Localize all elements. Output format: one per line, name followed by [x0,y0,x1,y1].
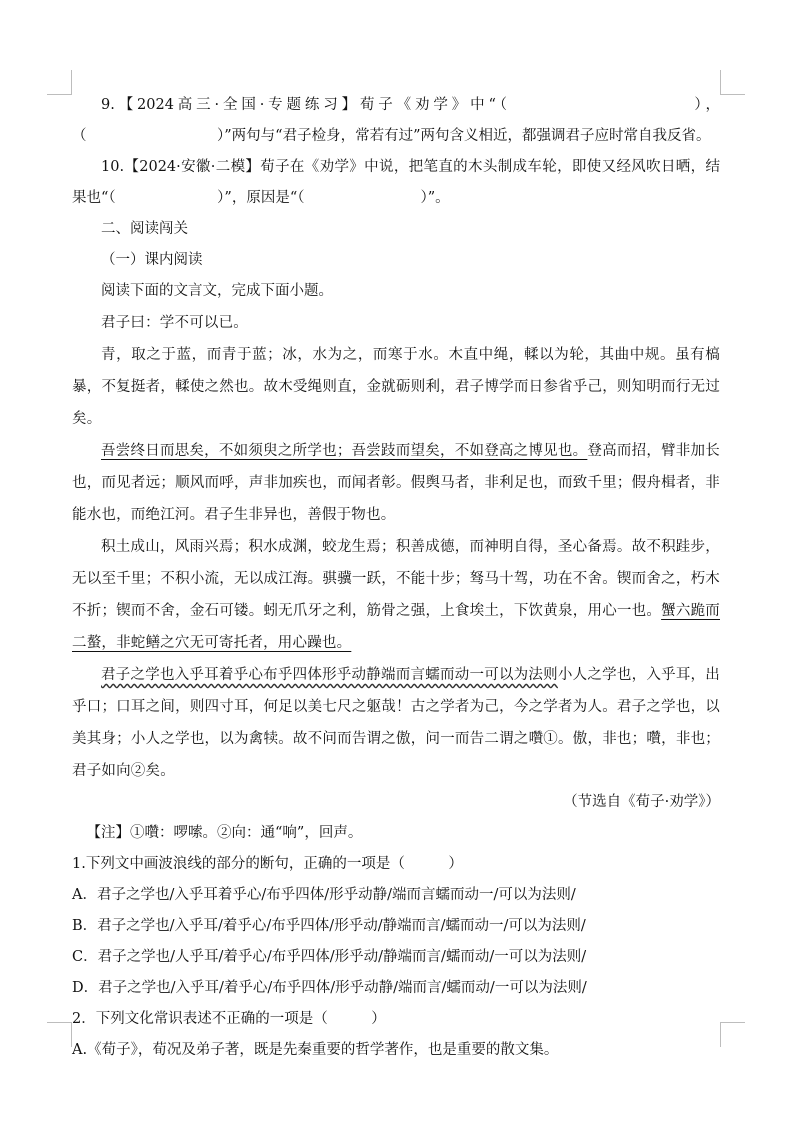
question-2-option-a: A.《荀子》，荀况及弟子著，既是先秦重要的哲学著作，也是重要的散文集。 [72,1042,559,1058]
reading-instruction: 阅读下面的文言文，完成下面小题。 [101,283,333,299]
passage-paragraph-4 [72,659,720,787]
question-1-option-d: D．君子之学也/入乎耳/着乎心/布乎四体/形乎动静/端而言/蠕而动/一可以为法则/ [72,980,587,996]
q9-line1: 9.【2024高三·全国·专题练习】荀子《劝学》中“（ ），（ ）”两 [72,97,720,144]
underlined-sentence-2: 蟹六跪而二螯，非蛇鳝之穴无可寄托者，用心躁也。 [72,603,720,651]
crop-mark-bottom-right [720,1022,745,1047]
question-1-stem: 1.下列文中画波浪线的部分的断句，正确的一项是（ ） [72,856,463,872]
subsection-title: （一）课内阅读 [101,252,203,268]
section-title: 二、阅读闯关 [101,221,188,237]
document-body [72,90,720,1066]
annotation-note: 【注】①囋：啰嗦。②向：通“响”，回声。 [86,825,363,841]
underlined-sentence: 吾尝终日而思矣，不如须臾之所学也；吾尝跂而望矣，不如登高之博见也。 [101,443,588,459]
wavy-underlined-text: 君子之学也入乎耳着乎心布乎四体形乎动静端而言蠕而动一可以为法则 [101,667,558,683]
source-citation: （节选自《荀子·劝学》） [563,794,720,810]
question-10 [72,152,720,214]
passage-paragraph-3 [72,531,720,659]
passage-paragraph-4-rest: 小人之学也，入乎耳，出乎口；口耳之间，则四寸耳，何足以美七尺之躯哉！古之学者为己，今之学者为人。君子之学也，以美其身；小人之学也，以为禽犊。故不问而告谓之傲，问一而告二谓之囋①。傲，非也；囋，非也；君子如向②矣。 [72,667,720,779]
passage-paragraph-1: 青，取之于蓝，而青于蓝；冰，水为之，而寒于水。木直中绳，輮以为轮，其曲中规。虽有槁暴，不复挺者，輮使之然也。故木受绳则直，金就砺则利，君子博学而日参省乎己，则知明而行无过矣。 [72,347,720,427]
question-9 [72,90,720,152]
q10-line1: 10.【2024·安徽·二模】荀子在《劝学》中说，把笔直的木头制成车轮，即使又经风吹日晒，结 [101,159,720,175]
passage-paragraph-0: 君子曰：学不可以已。 [101,315,248,331]
passage-paragraph-2-rest: 登高而招，臂非加长也，而见者远；顺风而呼，声非加疾也，而闻者彰。假舆马者，非利足也，而致千里；假舟楫者，非能水也，而绝江河。君子生非异也，善假于物也。 [72,443,720,523]
crop-mark-bottom-left [47,1022,72,1047]
passage-paragraph-2 [72,435,720,531]
question-1-option-c: C．君子之学也/人乎耳/着乎心/布乎四体/形乎动/静端而言/蠕而动/一可以为法则/ [72,949,587,965]
question-2-stem: 2．下列文化常识表述不正确的一项是（ ） [72,1011,386,1027]
question-1-option-a: A．君子之学也/入乎耳着乎心/布乎四体/形乎动静/端而言蠕而动一/可以为法则/ [72,887,576,903]
crop-mark-top-left [47,70,72,95]
q10-line2: 果也“（ ）”，原因是“（ ）”。 [72,190,450,206]
question-1-option-b: B．君子之学也/入乎耳/着乎心/布乎四体/形乎动/静端而言/蠕而动一/可以为法则/ [72,918,586,934]
crop-mark-top-right [720,70,745,95]
q9-line2: 句与“君子检身，常若有过”两句含义相近，都强调君子应时常自我反省。 [246,128,711,144]
passage-paragraph-3-main: 积土成山，风雨兴焉；积水成渊，蛟龙生焉；积善成德，而神明自得，圣心备焉。故不积跬步，无以至千里；不积小流，无以成江海。骐骥一跃，不能十步；驽马十驾，功在不舍。锲而舍之，朽木不折；锲而不舍，金石可镂。蚓无爪牙之利，筋骨之强，上食埃土，下饮黄泉，用心一也。 [72,539,720,619]
